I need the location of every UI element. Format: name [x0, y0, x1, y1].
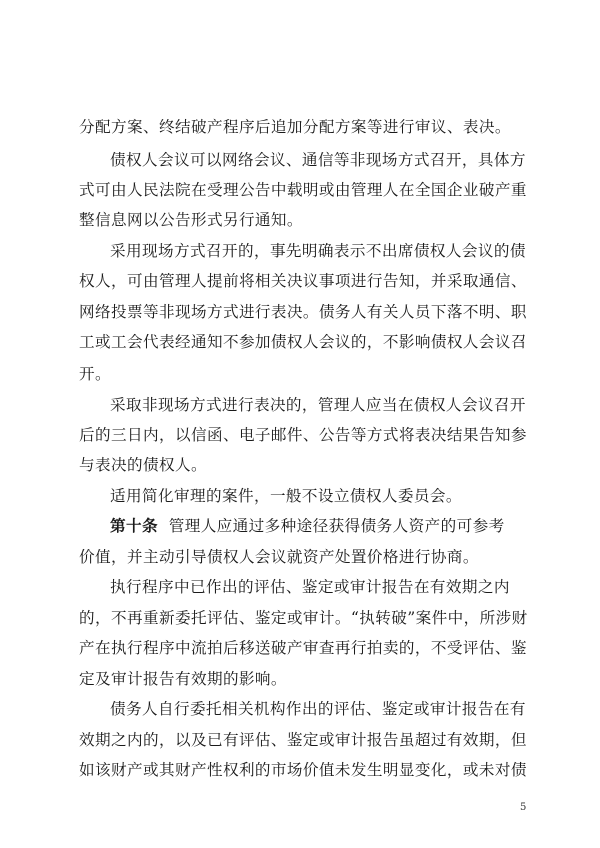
text-line: 分配方案、终结破产程序后追加分配方案等进行审议、表决。 — [79, 118, 511, 136]
text-line: 效期之内的，以及已有评估、鉴定或审计报告虽超过有效期，但 — [79, 731, 527, 749]
text-line: 网络投票等非现场方式进行表决。债务人有关人员下落不明、职 — [79, 303, 527, 321]
text-line: 开。 — [79, 365, 111, 383]
text-line: 采用现场方式召开的，事先明确表示不出席债权人会议的债 — [110, 242, 526, 260]
text-line: 定及审计报告有效期的影响。 — [79, 670, 287, 688]
text-line: 如该财产或其财产性权利的市场价值未发生明显变化，或未对债 — [79, 761, 527, 779]
text-line: 后的三日内，以信函、电子邮件、公告等方式将表决结果告知参 — [79, 426, 527, 444]
text-line: 债务人自行委托相关机构作出的评估、鉴定或审计报告在有 — [110, 700, 526, 718]
article-text: 管理人应通过多种途径获得债务人资产的可参考 — [168, 517, 505, 535]
article-line — [110, 516, 560, 536]
text-line: 工或工会代表经通知不参加债权人会议的，不影响债权人会议召 — [79, 333, 527, 351]
text-line: 产在执行程序中流拍后移送破产审查再行拍卖的，不受评估、鉴 — [79, 639, 527, 657]
text-line: 债权人会议可以网络会议、通信等非现场方式召开，具体方 — [110, 151, 526, 169]
text-line: 权人，可由管理人提前将相关决议事项进行告知，并采取通信、 — [79, 272, 527, 290]
article-label: 第十条 — [110, 516, 158, 535]
page-number: 5 — [520, 802, 527, 813]
text-line: 执行程序中已作出的评估、鉴定或审计报告在有效期之内 — [110, 578, 510, 596]
text-line: 价值，并主动引导债权人会议就资产处置价格进行协商。 — [79, 548, 479, 566]
text-line: 适用简化审理的案件，一般不设立债权人委员会。 — [110, 487, 462, 505]
text-line: 整信息网以公告形式另行通知。 — [79, 211, 303, 229]
text-line: 采取非现场方式进行表决的，管理人应当在债权人会议召开 — [110, 396, 526, 414]
text-line: 式可由人民法院在受理公告中载明或由管理人在全国企业破产重 — [79, 181, 527, 199]
text-line: 与表决的债权人。 — [79, 456, 207, 474]
text-line: 的，不再重新委托评估、鉴定或审计。“执转破”案件中，所涉财 — [79, 609, 528, 627]
